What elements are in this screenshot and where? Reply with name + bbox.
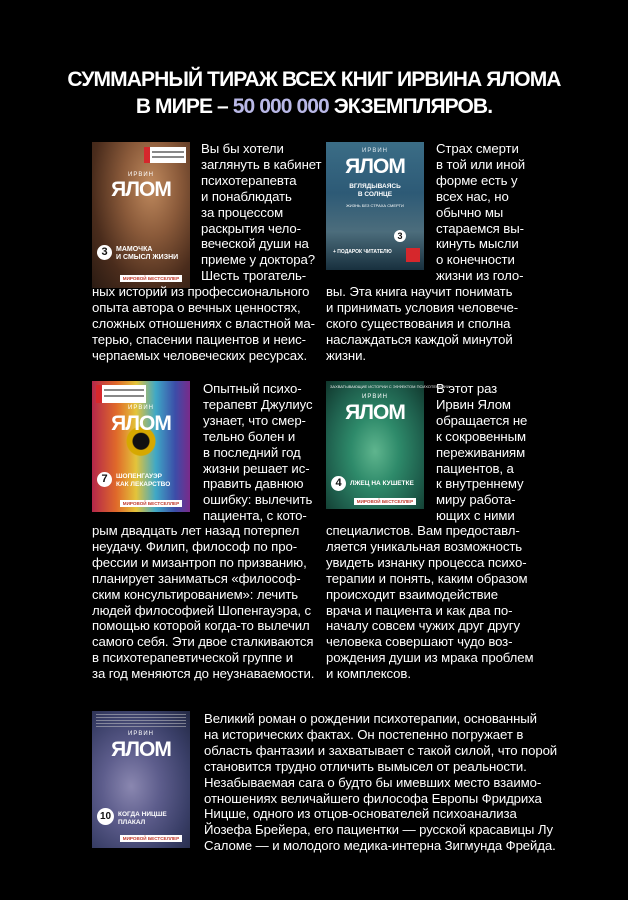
recommend-badge xyxy=(96,385,146,403)
book-subtitle: ЖИЗНЬ БЕЗ СТРАХА СМЕРТИ xyxy=(346,203,404,208)
book-title-line: ШОПЕНГАУЭР xyxy=(116,473,162,480)
description-line: в психотерапевтической группе и xyxy=(92,650,293,666)
description-line: о конечности xyxy=(436,252,515,268)
description-line: самого себя. Эти двое сталкиваются xyxy=(92,634,314,650)
description-line: опыта автора о вечных ценностях, xyxy=(92,299,301,315)
headline-line-2-prefix: В МИРЕ – xyxy=(135,95,233,118)
description-line: рым двадцать лет назад потерпел xyxy=(92,523,300,538)
description-line: кинуть мысли xyxy=(436,236,519,252)
book-author-first: ИРВИН xyxy=(362,394,388,400)
book-description-mamochka-continued xyxy=(92,284,315,364)
book-number-badge: 7 xyxy=(97,472,112,487)
description-line: жизни. xyxy=(326,347,366,363)
book-tagline: ЗАХВАТЫВАЮЩИЕ ИСТОРИИ С ЭФФЕКТОМ ПСИХОТЕРАПИИ xyxy=(330,384,450,389)
description-line: за год меняются до неузнаваемости. xyxy=(92,666,315,682)
description-line: область фантазии и захватывает с такой силой, что порой xyxy=(204,742,558,758)
gift-strip: + ПОДАРОК ЧИТАТЕЛЮ xyxy=(333,249,392,255)
description-line: ошибку: вылечить xyxy=(203,492,313,508)
description-line: Страх смерти xyxy=(436,141,519,156)
description-line: стараемся вы- xyxy=(436,220,524,236)
book-title-line: В СОЛНЦЕ xyxy=(357,191,393,198)
headline-line-2-suffix: ЭКЗЕМПЛЯРОВ. xyxy=(328,95,493,118)
description-line: Вы бы хотели xyxy=(201,141,284,156)
book-description-shopengauer xyxy=(203,381,313,524)
bestseller-strip: МИРОВОЙ БЕСТСЕЛЛЕР xyxy=(120,835,182,842)
description-line: фессии и мизантроп по призванию, xyxy=(92,554,307,570)
book-author: ЯЛОМ xyxy=(345,401,405,424)
description-line: Шесть трогатель- xyxy=(201,268,307,284)
description-line: всех нас, но xyxy=(436,188,509,204)
book-title-line: ВГЛЯДЫВАЯСЬ xyxy=(349,183,401,190)
description-line: переживаниям xyxy=(436,444,526,460)
book-tagline xyxy=(96,714,186,728)
book-title-line: КАК ЛЕКАРСТВО xyxy=(116,481,171,488)
book-description-vglyadyvayas-continued xyxy=(326,284,518,364)
description-line: вы. Эта книга научит понимать xyxy=(326,284,513,299)
bestseller-strip: МИРОВОЙ БЕСТСЕЛЛЕР xyxy=(120,500,182,507)
description-line: отношениях величайшего философа Европы Фридриха xyxy=(204,790,542,806)
book-title-line: И СМЫСЛ ЖИЗНИ xyxy=(116,254,179,261)
description-line: в той или иной xyxy=(436,156,525,172)
description-line: Ирвин Ялом xyxy=(436,396,511,412)
book-number-badge: 3 xyxy=(394,230,406,242)
headline-line-1: СУММАРНЫЙ ТИРАЖ ВСЕХ КНИГ ИРВИНА ЯЛОМА xyxy=(67,68,561,91)
book-cover-vglyadyvayas[interactable] xyxy=(326,142,424,270)
description-line: пациента, с кото- xyxy=(203,508,307,524)
description-line: на исторических фактах. Он постепенно погружает в xyxy=(204,726,524,742)
description-line: к внутреннему xyxy=(436,476,524,492)
book-author-first: ИРВИН xyxy=(128,172,154,178)
description-line: планирует заниматься «философ- xyxy=(92,570,301,586)
book-author-first: ИРВИН xyxy=(362,148,388,154)
description-line: помощью которой когда-то вылечил xyxy=(92,618,310,634)
description-line: наслаждаться каждой минутой xyxy=(326,331,513,347)
description-line: терапии и понять, каким образом xyxy=(326,570,528,586)
description-line: ляется уникальная возможность xyxy=(326,538,523,554)
description-line: Великий роман о рождении психотерапии, основанный xyxy=(204,711,537,726)
description-line: человека совершают чудо воз- xyxy=(326,634,513,650)
description-line: ским консультированием»: лечить xyxy=(92,586,299,602)
description-line: увидеть изнанку процесса психо- xyxy=(326,554,527,570)
description-line: приеме у доктора? xyxy=(201,252,315,268)
book-number-badge: 3 xyxy=(97,245,112,260)
book-description-lzhets-continued xyxy=(326,523,533,682)
book-author: ЯЛОМ xyxy=(111,412,171,435)
description-line: жизни из голо- xyxy=(436,268,524,284)
description-line: людей философией Шопенгауэра, с xyxy=(92,602,311,618)
description-line: форме есть у xyxy=(436,172,518,188)
recommend-badge xyxy=(144,147,186,163)
description-line: за процессом xyxy=(201,204,284,220)
book-title-line: ПЛАКАЛ xyxy=(118,819,146,826)
description-line: и комплексов. xyxy=(326,666,411,682)
book-title-line: ЛЖЕЦ НА КУШЕТКЕ xyxy=(350,480,414,487)
description-line: В этот раз xyxy=(436,381,498,396)
description-line: сложных отношениях с властной ма- xyxy=(92,315,315,331)
description-line: терапевт Джулиус xyxy=(203,396,313,412)
book-description-mamochka xyxy=(201,141,322,284)
description-line: Саломе — и молодого медика-интерна Зигмунда Фрейда. xyxy=(204,838,556,854)
description-line: ского существования и сполна xyxy=(326,315,511,331)
description-line: пациентов, а xyxy=(436,460,514,476)
description-line: жизни решает ис- xyxy=(203,460,310,476)
book-cover-mamochka[interactable] xyxy=(92,142,190,288)
book-title-line: МАМОЧКА xyxy=(116,246,153,253)
book-cover-shopengauer[interactable] xyxy=(92,381,190,512)
description-line: становится трудно отличить вымысел от реальности. xyxy=(204,758,527,774)
description-line: править давнюю xyxy=(203,476,304,492)
book-author: ЯЛОМ xyxy=(345,155,405,178)
book-author: ЯЛОМ xyxy=(111,178,171,201)
book-author: ЯЛОМ xyxy=(111,738,171,761)
book-description-nitsshe xyxy=(204,711,557,854)
description-line: к сокровенным xyxy=(436,428,526,444)
description-line: и понаблюдать xyxy=(201,188,292,204)
bestseller-strip: МИРОВОЙ БЕСТСЕЛЛЕР xyxy=(120,275,182,282)
description-line: началу совсем чужих друг другу xyxy=(326,618,520,634)
book-cover-nitsshe[interactable] xyxy=(92,711,190,848)
description-line: обычно мы xyxy=(436,204,504,220)
description-line: обращается не xyxy=(436,412,528,428)
description-line: в последний год xyxy=(203,444,301,460)
book-description-shopengauer-continued xyxy=(92,523,314,682)
book-author-first: ИРВИН xyxy=(128,405,154,411)
description-line: терью, спасении пациентов и неис- xyxy=(92,331,306,347)
book-author-first: ИРВИН xyxy=(128,731,154,737)
description-line: и принимать условия человече- xyxy=(326,299,518,315)
description-line: неудачу. Филип, философ по про- xyxy=(92,538,297,554)
bestseller-strip: МИРОВОЙ БЕСТСЕЛЛЕР xyxy=(354,498,416,505)
description-line: происходит взаимодействие xyxy=(326,586,498,602)
description-line: черпаемых человеческих ресурсах. xyxy=(92,347,308,363)
book-title-line: КОГДА НИЦШЕ xyxy=(118,811,167,818)
book-description-vglyadyvayas xyxy=(436,141,525,284)
description-line: рождения души из мрака проблем xyxy=(326,650,534,666)
book-number-badge: 10 xyxy=(97,808,114,825)
description-line: Опытный психо- xyxy=(203,381,302,396)
publisher-logo xyxy=(406,248,420,262)
book-cover-lzhets[interactable] xyxy=(326,381,450,509)
description-line: миру работа- xyxy=(436,492,516,508)
description-line: Йозефа Брейера, его пациентки — русской красавицы Лу xyxy=(204,822,554,838)
description-line: Незабываемая сага о будто бы имевших место взаимо- xyxy=(204,774,542,790)
description-line: психотерапевта xyxy=(201,172,297,188)
description-line: ных историй из профессионального xyxy=(92,284,310,299)
description-line: заглянуть в кабинет xyxy=(201,156,322,172)
description-line: веческой души на xyxy=(201,236,309,252)
headline-circulation-number: 50 000 000 xyxy=(232,95,329,118)
description-line: раскрытия чело- xyxy=(201,220,301,236)
book-number-badge: 4 xyxy=(331,476,346,491)
book-description-lzhets xyxy=(436,381,527,524)
description-line: врача и пациента и как два по- xyxy=(326,602,513,618)
description-line: Ницше, одного из отцов-основателей психоанализа xyxy=(204,806,517,822)
description-line: тельно болен и xyxy=(203,428,296,444)
description-line: узнает, что смер- xyxy=(203,412,306,428)
description-line: ющих с ними xyxy=(436,508,515,524)
headline xyxy=(0,66,628,120)
description-line: специалистов. Вам предоставл- xyxy=(326,523,520,538)
